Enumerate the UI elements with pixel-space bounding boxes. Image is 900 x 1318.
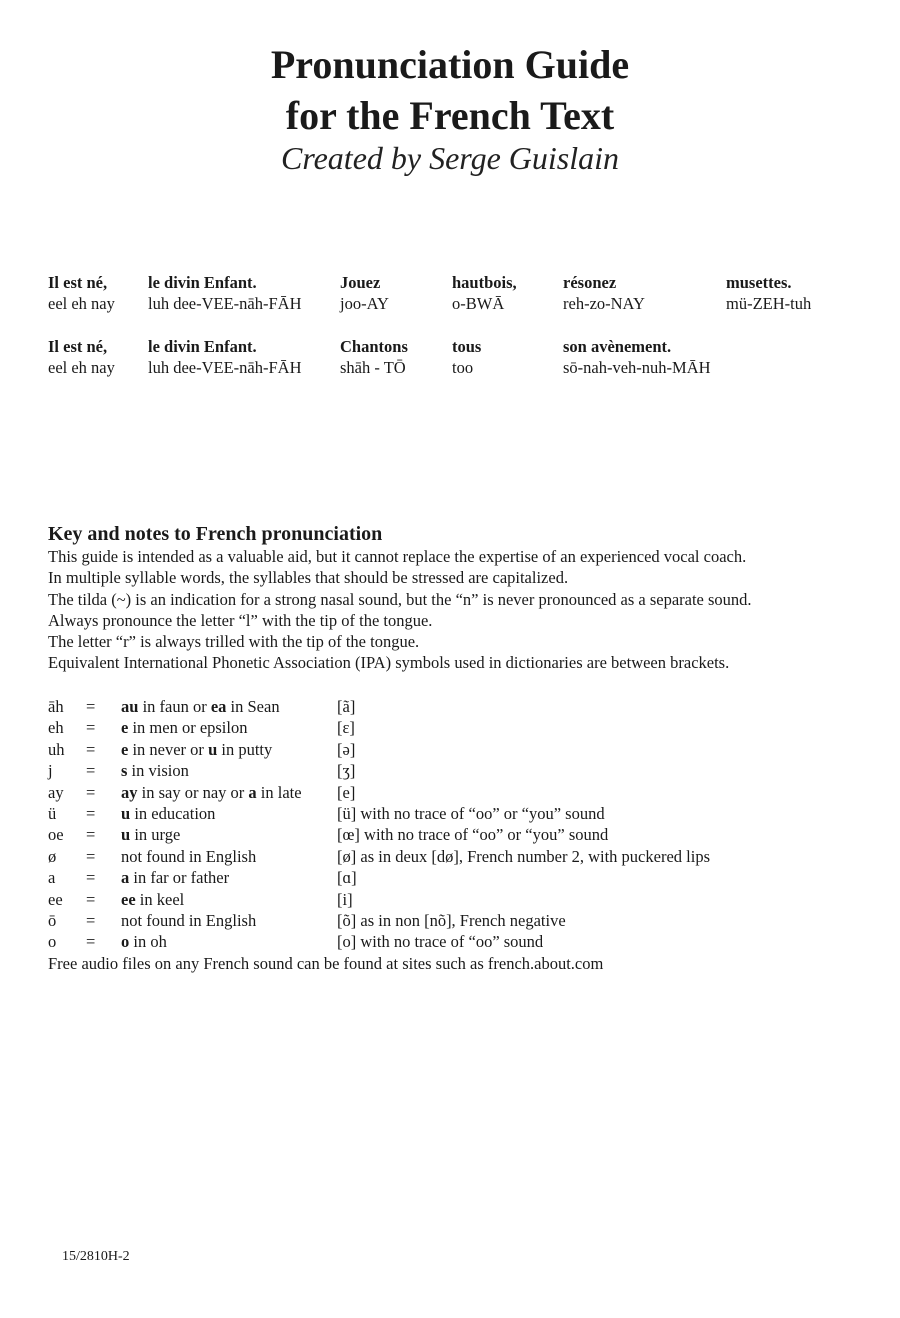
key-row xyxy=(48,931,868,952)
french-word: Il est né, xyxy=(48,337,108,356)
example-bold-1: ay xyxy=(121,782,138,802)
key-symbol: o xyxy=(48,932,57,952)
phonetic-word: joo-AY xyxy=(340,294,389,313)
french-word: le divin Enfant. xyxy=(148,337,257,356)
key-symbol: j xyxy=(48,761,53,781)
equals-sign: = xyxy=(86,868,96,888)
phonetic-word: sō-nah-veh-nuh-MĀH xyxy=(563,358,711,377)
phonetic-word: luh dee-VEE-nāh-FĀH xyxy=(148,294,302,313)
key-example xyxy=(121,824,180,845)
pronunciation-key-table xyxy=(48,696,868,953)
key-example xyxy=(121,867,229,888)
key-ipa: [ʒ] xyxy=(337,761,356,781)
audio-files-note: Free audio files on any French sound can be found at sites such as french.about.com xyxy=(48,954,604,973)
note-line: The letter “r” is always trilled with the tip of the tongue. xyxy=(48,632,420,652)
example-bold-1: a xyxy=(121,868,130,888)
key-ipa: [œ] with no trace of “oo” or “you” sound xyxy=(337,825,609,845)
note-line: This guide is intended as a valuable aid, but it cannot replace the expertise of an experienced vocal coach. xyxy=(48,547,747,566)
key-row xyxy=(48,910,868,931)
lyric-word xyxy=(340,336,408,378)
note-line: In multiple syllable words, the syllables that should be stressed are capitalized. xyxy=(48,568,569,588)
key-ipa: [ü] with no trace of “oo” or “you” sound xyxy=(337,803,605,823)
key-example xyxy=(121,910,256,931)
page-title-line1: Pronunciation Guide xyxy=(270,42,630,87)
key-row xyxy=(48,846,868,867)
example-middle: in education xyxy=(130,803,216,823)
example-bold-1: ee xyxy=(121,889,136,909)
equals-sign: = xyxy=(86,889,96,909)
key-symbol: uh xyxy=(48,739,65,759)
key-example xyxy=(121,739,272,760)
phonetic-word: reh-zo-NAY xyxy=(563,294,645,313)
french-word: musettes. xyxy=(726,273,792,292)
key-ipa: [ø] as in deux [dø], French number 2, with puckered lips xyxy=(337,846,710,866)
french-word: Il est né, xyxy=(48,273,108,292)
example-middle: in faun or xyxy=(138,697,211,716)
key-ipa: [e] xyxy=(337,782,356,802)
french-word: résonez xyxy=(563,273,617,292)
key-row xyxy=(48,717,868,738)
key-row xyxy=(48,739,868,760)
key-symbol: ay xyxy=(48,782,64,802)
example-middle: in vision xyxy=(127,761,189,781)
key-row xyxy=(48,760,868,781)
note-line: Always pronounce the letter “l” with the tip of the tongue. xyxy=(48,610,433,630)
example-middle: in far or father xyxy=(129,868,230,888)
french-word: hautbois, xyxy=(452,273,517,292)
key-symbol: ō xyxy=(48,910,57,930)
lyrics-row-1 xyxy=(0,272,900,316)
french-word: tous xyxy=(452,337,482,356)
key-ipa: [õ] as in non [nõ], French negative xyxy=(337,910,566,930)
example-middle: in men or epsilon xyxy=(128,718,248,738)
french-word: Jouez xyxy=(340,273,381,292)
lyric-word xyxy=(48,336,115,378)
equals-sign: = xyxy=(86,846,96,866)
equals-sign: = xyxy=(86,761,96,781)
key-row xyxy=(48,782,868,803)
equals-sign: = xyxy=(86,910,96,930)
note-line: Equivalent International Phonetic Association (IPA) symbols used in dictionaries are between brackets. xyxy=(48,653,730,673)
key-heading: Key and notes to French pronunciation xyxy=(48,523,383,545)
example-middle: in urge xyxy=(130,825,181,845)
key-symbol: oe xyxy=(48,825,64,845)
example-suffix: in Sean xyxy=(226,697,280,716)
key-ipa: [o] with no trace of “oo” sound xyxy=(337,932,544,952)
phonetic-word: too xyxy=(452,358,474,377)
page-subtitle: Created by Serge Guislain xyxy=(280,140,619,176)
lyrics-row-2 xyxy=(0,336,900,380)
example-middle: in say or nay or xyxy=(137,782,249,802)
lyric-word xyxy=(148,336,302,378)
key-example xyxy=(121,846,256,867)
lyric-word xyxy=(340,272,389,314)
phonetic-word: mü-ZEH-tuh xyxy=(726,294,812,313)
lyric-word xyxy=(563,272,645,314)
key-ipa: [ɛ] xyxy=(337,718,355,738)
page-title-line2: for the French Text xyxy=(285,93,615,138)
key-symbol: āh xyxy=(48,697,64,716)
phonetic-word: o-BWĀ xyxy=(452,294,505,313)
example-bold-2: a xyxy=(248,782,257,802)
equals-sign: = xyxy=(86,825,96,845)
phonetic-word: eel eh nay xyxy=(48,358,115,377)
french-word: le divin Enfant. xyxy=(148,273,257,292)
equals-sign: = xyxy=(86,932,96,952)
example-prefix: not found in English xyxy=(121,846,257,866)
key-ipa: [i] xyxy=(337,889,353,909)
lyric-word xyxy=(452,272,517,314)
example-bold-1: au xyxy=(121,697,139,716)
equals-sign: = xyxy=(86,697,96,716)
equals-sign: = xyxy=(86,718,96,738)
equals-sign: = xyxy=(86,739,96,759)
key-symbol: ü xyxy=(48,803,57,823)
example-bold-1: u xyxy=(121,803,131,823)
lyric-word xyxy=(148,272,302,314)
key-example xyxy=(121,803,215,824)
key-example xyxy=(121,760,189,781)
example-bold-2: ea xyxy=(210,697,227,716)
key-symbol: ee xyxy=(48,889,63,909)
key-ipa: [ə] xyxy=(337,739,356,759)
key-ipa: [ɑ] xyxy=(337,868,357,888)
lyric-word xyxy=(48,272,115,314)
example-bold-1: s xyxy=(121,761,128,781)
example-bold-2: u xyxy=(208,739,218,759)
example-bold-1: u xyxy=(121,825,131,845)
example-suffix: in putty xyxy=(217,739,273,759)
lyric-word xyxy=(726,272,811,314)
example-bold-1: e xyxy=(121,718,129,738)
phonetic-word: luh dee-VEE-nāh-FĀH xyxy=(148,358,302,377)
example-middle: in oh xyxy=(129,932,167,952)
example-bold-1: o xyxy=(121,932,130,952)
example-middle: in keel xyxy=(135,889,185,909)
key-row xyxy=(48,889,868,910)
key-row xyxy=(48,824,868,845)
french-word: son avènement. xyxy=(563,337,672,356)
lyric-word xyxy=(563,336,711,378)
note-line: The tilda (~) is an indication for a strong nasal sound, but the “n” is never pronounced as a separate sound. xyxy=(48,589,752,609)
example-suffix: in late xyxy=(256,782,302,802)
key-symbol: eh xyxy=(48,718,64,738)
lyric-word xyxy=(452,336,481,378)
equals-sign: = xyxy=(86,782,96,802)
phonetic-word: shāh - TŌ xyxy=(340,358,406,377)
example-bold-1: e xyxy=(121,739,129,759)
notes-list xyxy=(48,546,868,674)
example-prefix: not found in English xyxy=(121,910,257,930)
equals-sign: = xyxy=(86,803,96,823)
key-ipa: [ã] xyxy=(337,697,356,716)
example-middle: in never or xyxy=(128,739,209,759)
catalog-code: 15/2810H-2 xyxy=(62,1249,130,1264)
key-row xyxy=(48,867,868,888)
key-example xyxy=(121,889,184,910)
key-row xyxy=(48,803,868,824)
key-example xyxy=(121,696,280,717)
french-word: Chantons xyxy=(340,337,408,356)
phonetic-word: eel eh nay xyxy=(48,294,115,313)
key-example xyxy=(121,782,302,803)
key-example xyxy=(121,931,167,952)
key-symbol: ø xyxy=(48,846,57,866)
key-row xyxy=(48,696,868,717)
key-example xyxy=(121,717,247,738)
key-symbol: a xyxy=(48,868,56,888)
